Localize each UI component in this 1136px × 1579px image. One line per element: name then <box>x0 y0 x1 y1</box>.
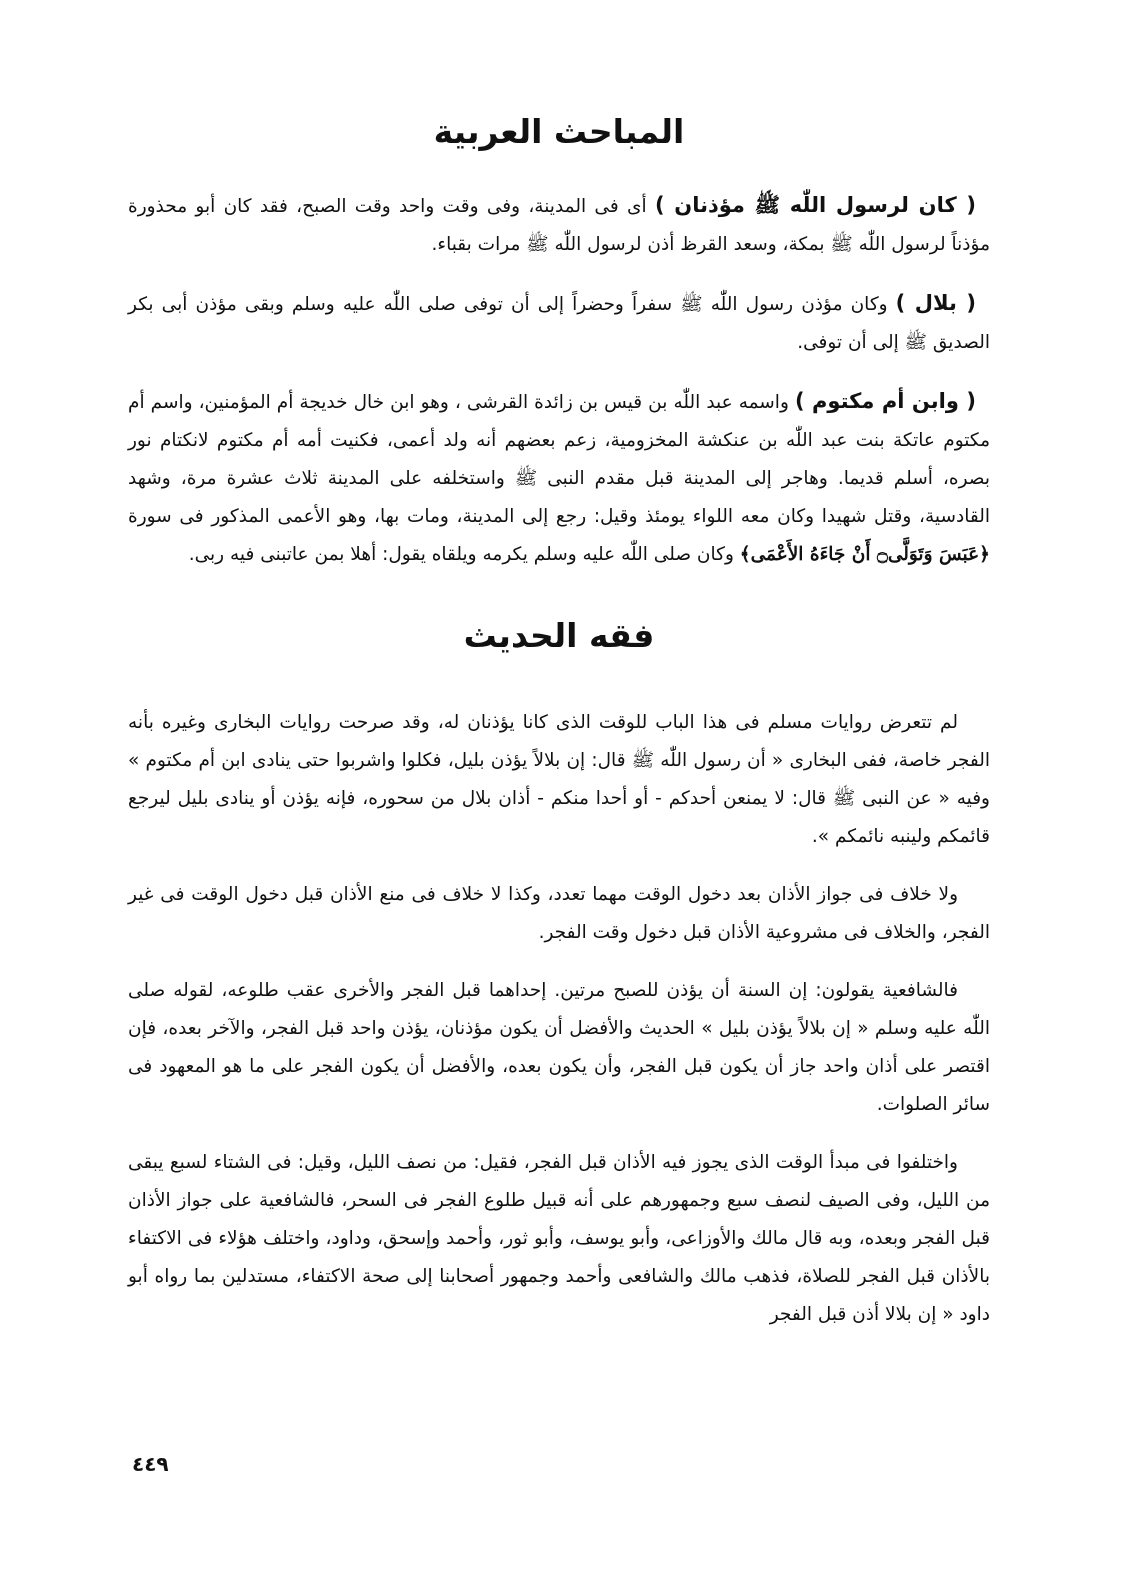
paragraph-bilal <box>128 284 990 362</box>
paragraph-fiqh-4: واختلفوا فى مبدأ الوقت الذى يجوز فيه الأذان قبل الفجر، فقيل: من نصف الليل، وقيل: فى الشتاء لسبع يبقى من الليل، وفى الصيف لنصف سبع وجمهورهم على أنه قبيل طلوع الفجر فى السحر، فالشافعية على جواز الأذان قبل الفجر وبعده، وبه قال مالك والأوزاعى، وأبو يوسف، وأبو ثور، وأحمد وإسحق، وداود، واختلف هؤلاء فى الاكتفاء بالأذان قبل الفجر للصلاة، فذهب مالك والشافعى وأحمد وجمهور أصحابنا إلى صحة الاكتفاء، مستدلين بما رواه أبو داود « إن بلالا أذن قبل الفجر <box>128 1152 990 1325</box>
quran-verse: ﴿عَبَسَ وَتَوَلَّى۝ أَنْ جَاءَهُ الأَعْمَى﴾ <box>739 544 990 565</box>
page-number: ٤٤٩ <box>132 1452 169 1476</box>
paragraph-lead: ( وابن أم مكتوم ) <box>794 389 976 413</box>
section-heading-arabic-discussions: المباحث العربية <box>433 112 685 151</box>
section-heading-fiqh-al-hadith: فقه الحديث <box>463 616 655 655</box>
paragraph-text: أى فى المدينة، وفى وقت واحد وقت الصبح، فقد كان أبو محذورة مؤذناً لرسول اللّٰه ﷺ بمكة، وسعد القرظ أذن لرسول اللّٰه ﷺ مرات بقباء. <box>128 196 990 255</box>
paragraph-fiqh-3: فالشافعية يقولون: إن السنة أن يؤذن للصبح مرتين. إحداهما قبل الفجر والأخرى عقب طلوعه، لقوله صلى اللّٰه عليه وسلم « إن بلالاً يؤذن بليل » الحديث والأفضل أن يكون مؤذنان، يؤذن واحد قبل الفجر، والآخر بعده، فإن اقتصر على أذان واحد جاز أن يكون قبل الفجر، وأن يكون بعده، والأفضل أن يكون الفجر على ما هو المعهود فى سائر الصلوات. <box>128 980 990 1115</box>
paragraph-two-muezzins <box>128 186 990 264</box>
paragraph-fiqh-2: ولا خلاف فى جواز الأذان بعد دخول الوقت مهما تعدد، وكذا لا خلاف فى منع الأذان قبل دخول الوقت فى غير الفجر، والخلاف فى مشروعية الأذان قبل دخول وقت الفجر. <box>128 884 990 943</box>
paragraph-text: واسمه عبد اللّٰه بن قيس بن زائدة القرشى ، وهو ابن خال خديجة أم المؤمنين، واسم أم مكتوم عاتكة بنت عبد اللّٰه بن عنكشة المخزومية، زعم بعضهم أنه ولد أعمى، فكنيت أمه أم مكتوم لانكتام نور بصره، أسلم قديما. وهاجر إلى المدينة قبل مقدم النبى ﷺ واستخلفه على المدينة ثلاث عشرة مرة، وشهد القادسية، وقتل شهيدا وكان معه اللواء يومئذ وقيل: رجع إلى المدينة، ومات بها، وهو الأعمى المذكور فى سورة <box>128 392 990 527</box>
paragraph-lead: ( بلال ) <box>895 291 976 315</box>
paragraph-text: وكان مؤذن رسول اللّٰه ﷺ سفراً وحضراً إلى أن توفى صلى اللّٰه عليه وسلم وبقى مؤذن أبى بكر الصديق ﷺ إلى أن توفى. <box>128 294 990 353</box>
paragraph-fiqh-1: لم تتعرض روايات مسلم فى هذا الباب للوقت الذى كانا يؤذنان له، وقد صرحت روايات البخارى وغيره بأنه الفجر خاصة، ففى البخارى « أن رسول اللّٰه ﷺ قال: إن بلالاً يؤذن بليل، فكلوا واشربوا حتى ينادى ابن أم مكتوم » وفيه « عن النبى ﷺ قال: لا يمنعن أحدكم - أو أحدا منكم - أذان بلال من سحوره، فإنه يؤذن أو ينادى بليل ليرجع قائمكم ولينبه نائمكم ». <box>128 712 990 847</box>
paragraph-text: وكان صلى اللّٰه عليه وسلم يكرمه ويلقاه يقول: أهلا بمن عاتبنى فيه ربى. <box>188 544 740 565</box>
paragraph-lead: ( كان لرسول اللّٰه ﷺ مؤذنان ) <box>654 193 976 217</box>
page-content <box>128 108 990 1354</box>
paragraph-ibn-umm-maktum <box>128 382 990 574</box>
